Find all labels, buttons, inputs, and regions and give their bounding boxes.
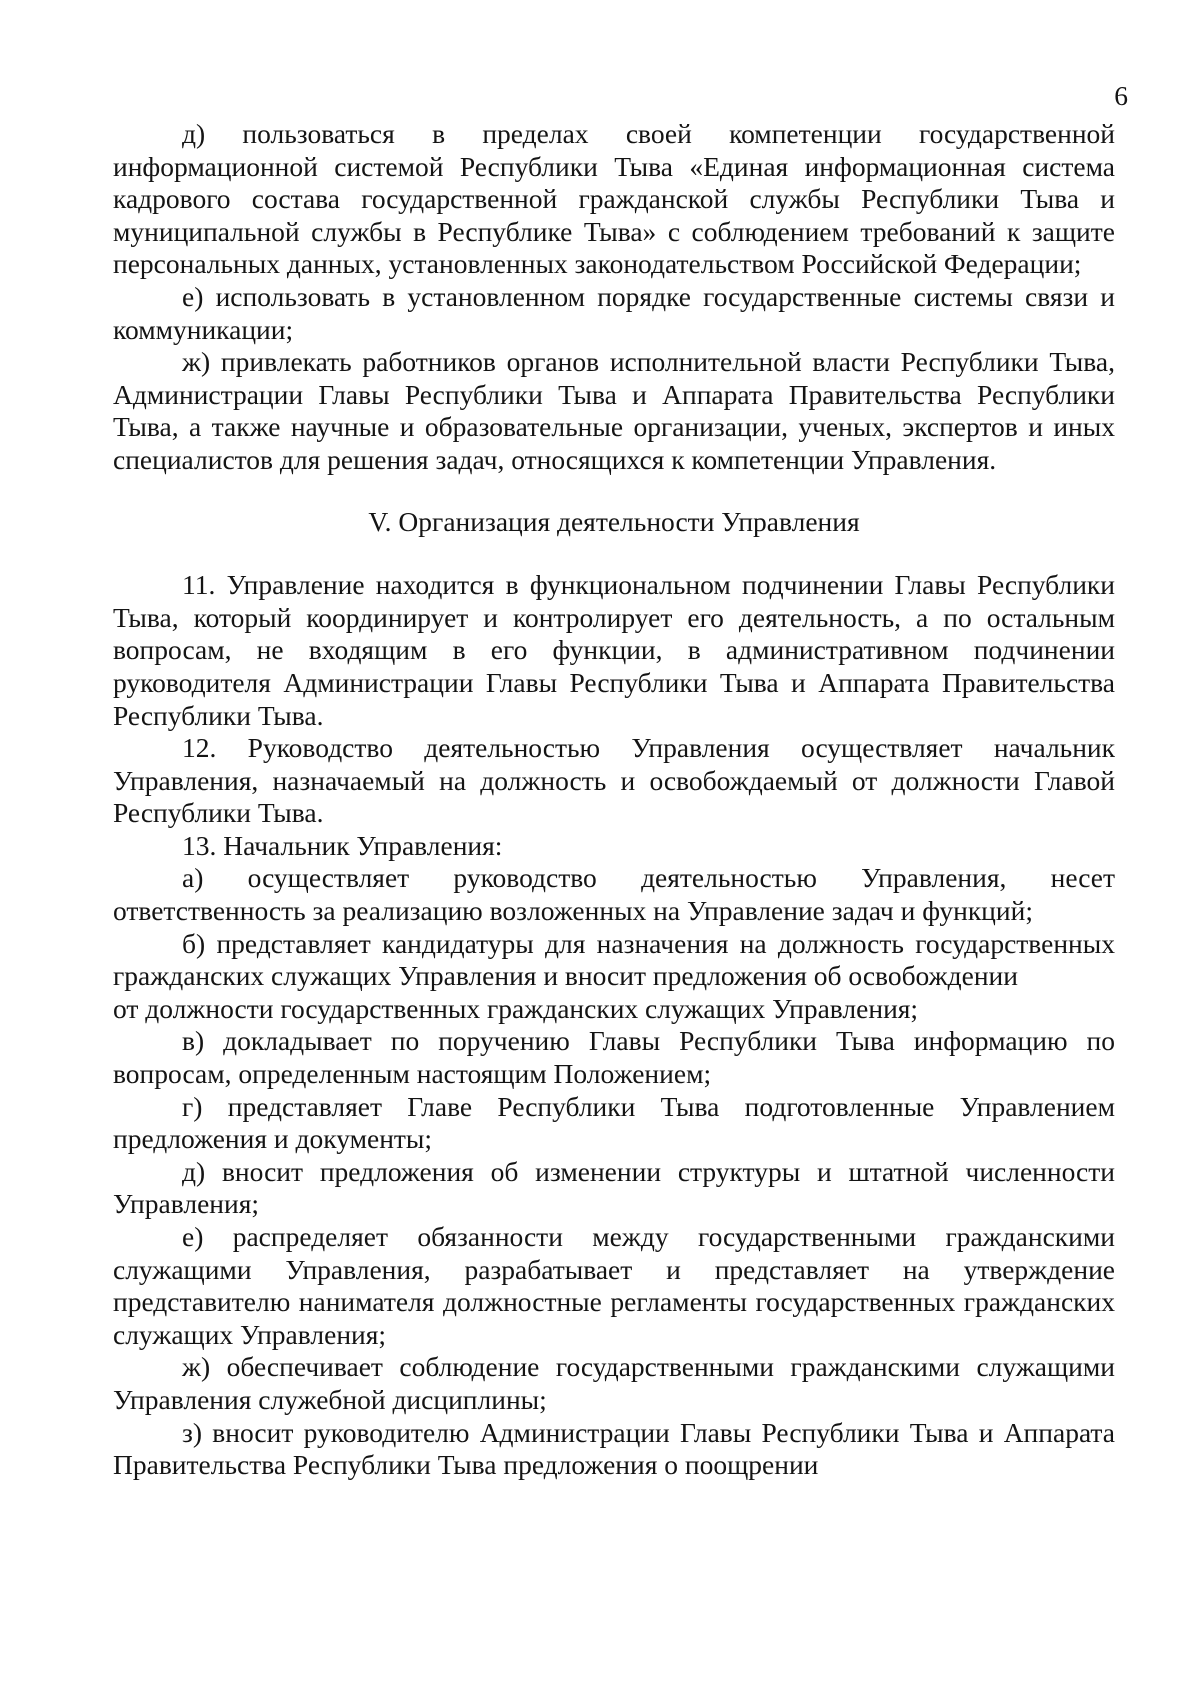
document-body (113, 118, 1115, 1482)
paragraph-13-zh: ж) обеспечивает соблюдение государственными гражданскими служащими Управления служебной дисциплины; (113, 1351, 1115, 1415)
paragraph-13-b-continuation: от должности государственных гражданских служащих Управления; (113, 992, 919, 1024)
paragraph-12: 12. Руководство деятельностью Управления осуществляет начальник Управления, назначаемый на должность и освобождаемый от должности Главой Республики Тыва. (113, 732, 1115, 829)
paragraph-item-e: е) использовать в установленном порядке государственные системы связи и коммуникации; (113, 280, 1115, 345)
paragraph-13-d: д) вносит предложения об изменении структуры и штатной численности Управления; (113, 1155, 1115, 1220)
paragraph-13: 13. Начальник Управления: (182, 829, 503, 861)
page-number: 6 (1114, 80, 1128, 111)
section-heading: V. Организация деятельности Управления (368, 505, 860, 537)
paragraph-item-d: д) пользоваться в пределах своей компетенции государственной информационной системой Республики Тыва «Единая информационная система кадрового состава государственной гражданской службы Республики Тыва и муниципальной службы в Республике Тыва» с соблюдением требований к защите персональных данных, установленных законодательством Российской Федерации; (113, 118, 1115, 280)
paragraph-11: 11. Управление находится в функциональном подчинении Главы Республики Тыва, который координирует и контролирует его деятельность, а по остальным вопросам, не входящим в его функции, в административном подчинении руководителя Администрации Главы Республики Тыва и Аппарата Правительства Республики Тыва. (113, 569, 1115, 731)
paragraph-13-b: б) представляет кандидатуры для назначения на должность государственных гражданских служащих Управления и вносит предложения об освобождении (113, 927, 1115, 992)
paragraph-item-zh: ж) привлекать работников органов исполнительной власти Республики Тыва, Администрации Главы Республики Тыва и Аппарата Правительства Республики Тыва, а также научные и образовательные организации, ученых, экспертов и иных специалистов для решения задач, относящихся к компетенции Управления. (113, 346, 1115, 475)
paragraph-13-e: е) распределяет обязанности между государственными гражданскими служащими Управления, разрабатывает и представляет на утверждение представителю нанимателя должностные регламенты государственных гражданских служащих Управления; (113, 1221, 1115, 1350)
paragraph-13-g: г) представляет Главе Республики Тыва подготовленные Управлением предложения и документы; (113, 1090, 1115, 1155)
paragraph-13-v: в) докладывает по поручению Главы Республики Тыва информацию по вопросам, определенным настоящим Положением; (113, 1025, 1115, 1090)
paragraph-13-a: а) осуществляет руководство деятельностью Управления, несет ответственность за реализацию возложенных на Управление задач и функций; (113, 862, 1115, 927)
paragraph-13-z: з) вносит руководителю Администрации Главы Республики Тыва и Аппарата Правительства Республики Тыва предложения о поощрении (113, 1416, 1115, 1481)
